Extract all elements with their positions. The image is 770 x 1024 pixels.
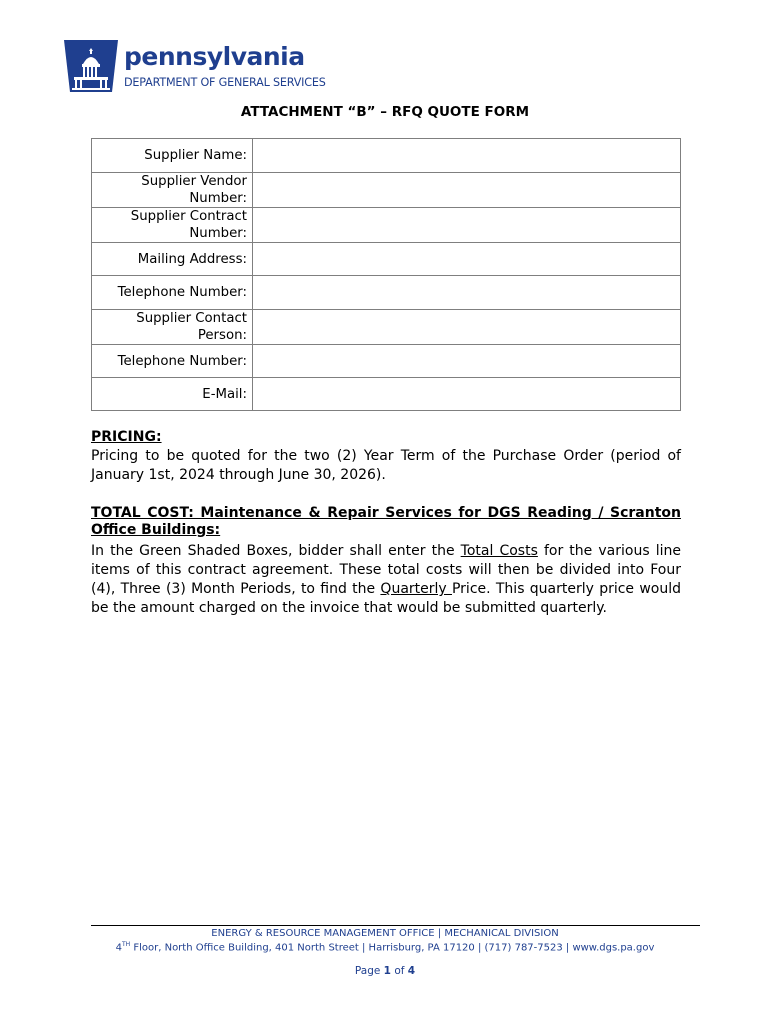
page-current: 1: [383, 965, 391, 977]
table-row: [92, 378, 681, 411]
supplier-vendor-number-field[interactable]: [253, 173, 681, 208]
footer-floor-number: 4: [115, 942, 122, 954]
field-label: Mailing Address:: [92, 243, 253, 276]
page-total: 4: [407, 965, 416, 977]
total-cost-text-part: In the Green Shaded Boxes, bidder shall enter the: [91, 543, 461, 559]
footer-address-text: Floor, North Office Building, 401 North Street | Harrisburg, PA 17120 | (717) 787-7523 | www.dgs.pa.gov: [130, 942, 655, 954]
pricing-heading: PRICING:: [91, 429, 162, 445]
table-row: [92, 310, 681, 345]
telephone-number-field[interactable]: [253, 276, 681, 310]
footer-address-line: [0, 941, 770, 953]
supplier-info-table: [91, 138, 681, 411]
field-label: Supplier Contract Number:: [92, 208, 253, 243]
field-label: Supplier Contact Person:: [92, 310, 253, 345]
total-cost-text-part: Price. This quarterly price would be the amount charged on the invoice that would be submitted quarterly.: [91, 581, 681, 616]
table-row: [92, 345, 681, 378]
table-row: [92, 173, 681, 208]
capitol-keystone-icon: [62, 38, 120, 94]
footer-divider: [91, 925, 700, 926]
field-label: Telephone Number:: [92, 276, 253, 310]
footer-floor-suffix: TH: [121, 941, 131, 948]
field-label: Supplier Name:: [92, 139, 253, 173]
table-row: [92, 139, 681, 173]
supplier-contact-person-field[interactable]: [253, 310, 681, 345]
field-label: Supplier Vendor Number:: [92, 173, 253, 208]
page-number: [0, 965, 770, 977]
supplier-contract-number-field[interactable]: [253, 208, 681, 243]
table-row: [92, 276, 681, 310]
page-of: of: [390, 965, 408, 977]
total-cost-text: [91, 542, 681, 618]
page-prefix: Page: [354, 965, 384, 977]
footer-office-line: ENERGY & RESOURCE MANAGEMENT OFFICE | MECHANICAL DIVISION: [211, 928, 559, 939]
field-label: Telephone Number:: [92, 345, 253, 378]
dgs-logo: [62, 38, 342, 98]
total-cost-text-part: for the various line items of this contract agreement. These total costs will then be divided into Four (4), Three (3) Month Periods, to find the: [91, 543, 681, 597]
quarterly-term: Quarterly: [380, 581, 452, 597]
logo-wordmark: pennsylvania: [124, 42, 305, 71]
table-row: [92, 243, 681, 276]
pricing-text: Pricing to be quoted for the two (2) Year Term of the Purchase Order (period of January 1st, 2024 through June 30, 2026).: [91, 448, 681, 483]
field-label: E-Mail:: [92, 378, 253, 411]
table-row: [92, 208, 681, 243]
page-title: ATTACHMENT “B” – RFQ QUOTE FORM: [240, 104, 530, 120]
total-costs-term: Total Costs: [460, 543, 538, 559]
logo-department-name: DEPARTMENT OF GENERAL SERVICES: [124, 76, 326, 89]
supplier-name-field[interactable]: [253, 139, 681, 173]
mailing-address-field[interactable]: [253, 243, 681, 276]
contact-telephone-field[interactable]: [253, 345, 681, 378]
email-field[interactable]: [253, 378, 681, 411]
total-cost-heading: TOTAL COST: Maintenance & Repair Services for DGS Reading / Scranton Office Buildings:: [91, 505, 681, 538]
